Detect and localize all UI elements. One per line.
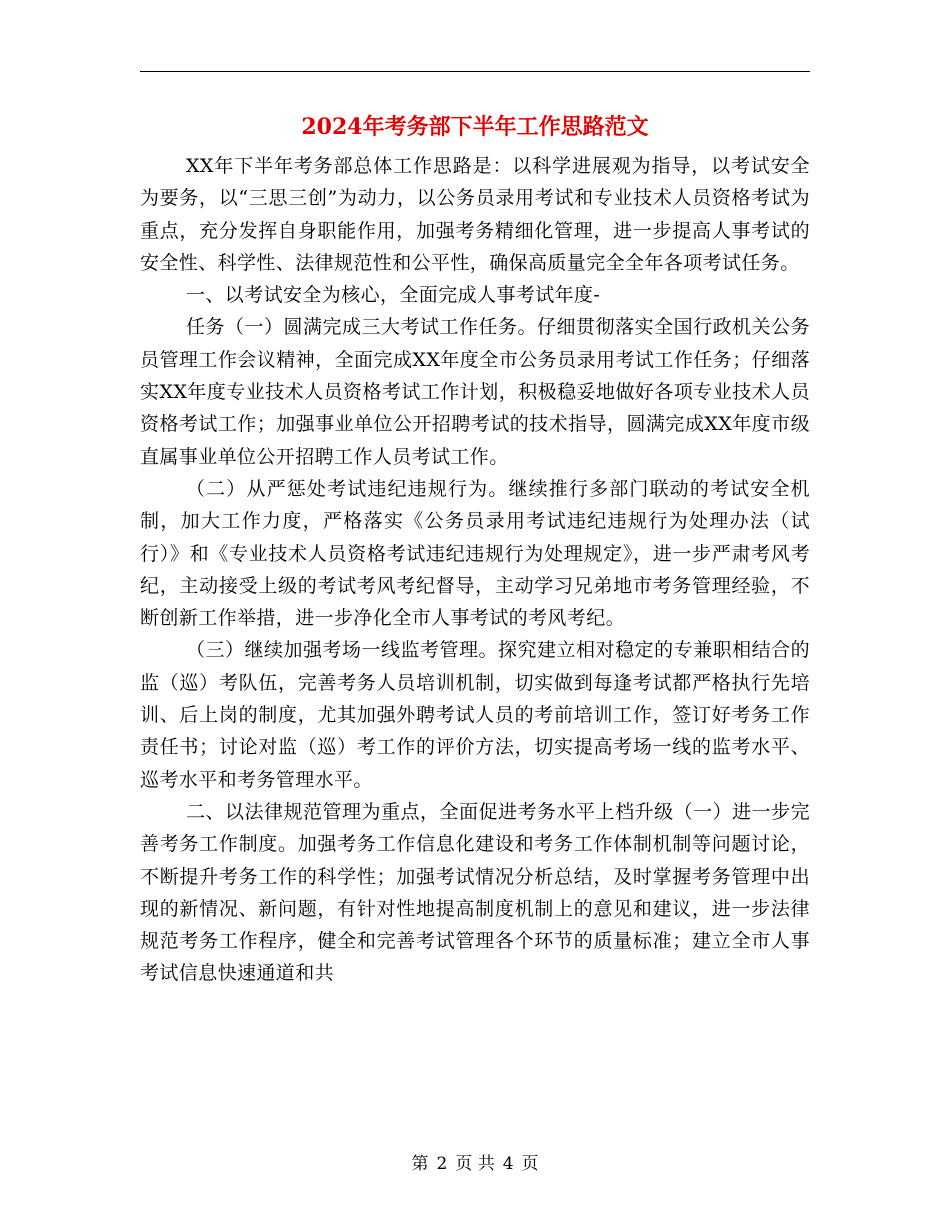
paragraph-task-one: 任务（一）圆满完成三大考试工作任务。仔细贯彻落实全国行政机关公务员管理工作会议精神，全面完成XX年度全市公务员录用考试工作任务；仔细落实XX年度专业技术人员资格考试工作计划，积极稳妥地做好各项专业技术人员资格考试工作；加强事业单位公开招聘考试的技术指导，圆满完成XX年度市级直属事业单位公开招聘工作人员考试工作。 <box>140 316 810 468</box>
footer-total-pages: 4 <box>502 1154 514 1174</box>
paragraph-task-three: （三）继续加强考场一线监考管理。探究建立相对稳定的专兼职相结合的监（巡）考队伍，完善考务人员培训机制，切实做到每逢考试都严格执行先培训、后上岗的制度，尤其加强外聘考试人员的考前培训工作，签订好考务工作责任书；讨论对监（巡）考工作的评价方法，切实提高考场一线的监考水平、巡考水平和考务管理水平。 <box>140 639 810 791</box>
paragraph-section-two: 二、以法律规范管理为重点，全面促进考务水平上档升级（一）进一步完善考务工作制度。加强考务工作信息化建设和考务工作体制机制等问题讨论，不断提升考务工作的科学性；加强考试情况分析总结，及时掌握考务管理中出现的新情况、新问题，有针对性地提高制度机制上的意见和建议，进一步法律规范考务工作程序，健全和完善考试管理各个环节的质量标准；建立全市人事考试信息快速通道和共 <box>140 800 810 985</box>
paragraph-section-one-heading: 一、以考试安全为核心，全面完成人事考试年度- <box>186 284 601 307</box>
page-footer <box>0 1152 950 1176</box>
footer-middle: 页 共 <box>455 1154 495 1174</box>
footer-prefix: 第 <box>411 1154 429 1174</box>
document-title: 2024年考务部下半年工作思路范文 <box>301 114 649 140</box>
footer-current-page: 2 <box>436 1154 448 1174</box>
header-rule <box>140 71 810 72</box>
paragraph-overview: XX年下半年考务部总体工作思路是：以科学进展观为指导，以考试安全为要务，以“三思三创”为动力，以公务员录用考试和专业技术人员资格考试为重点，充分发挥自身职能作用，加强考务精细化管理，进一步提高人事考试的安全性、科学性、法律规范性和公平性，确保高质量完全全年各项考试任务。 <box>140 155 810 274</box>
footer-suffix: 页 <box>521 1154 539 1174</box>
document-body <box>140 150 810 990</box>
paragraph-task-two: （二）从严惩处考试违纪违规行为。继续推行多部门联动的考试安全机制，加大工作力度，严格落实《公务员录用考试违纪违规行为处理办法（试行）》和《专业技术人员资格考试违纪违规行为处理规定》，进一步严肃考风考纪，主动接受上级的考试考风考纪督导，主动学习兄弟地市考务管理经验，不断创新工作举措，进一步净化全市人事考试的考风考纪。 <box>140 477 810 630</box>
